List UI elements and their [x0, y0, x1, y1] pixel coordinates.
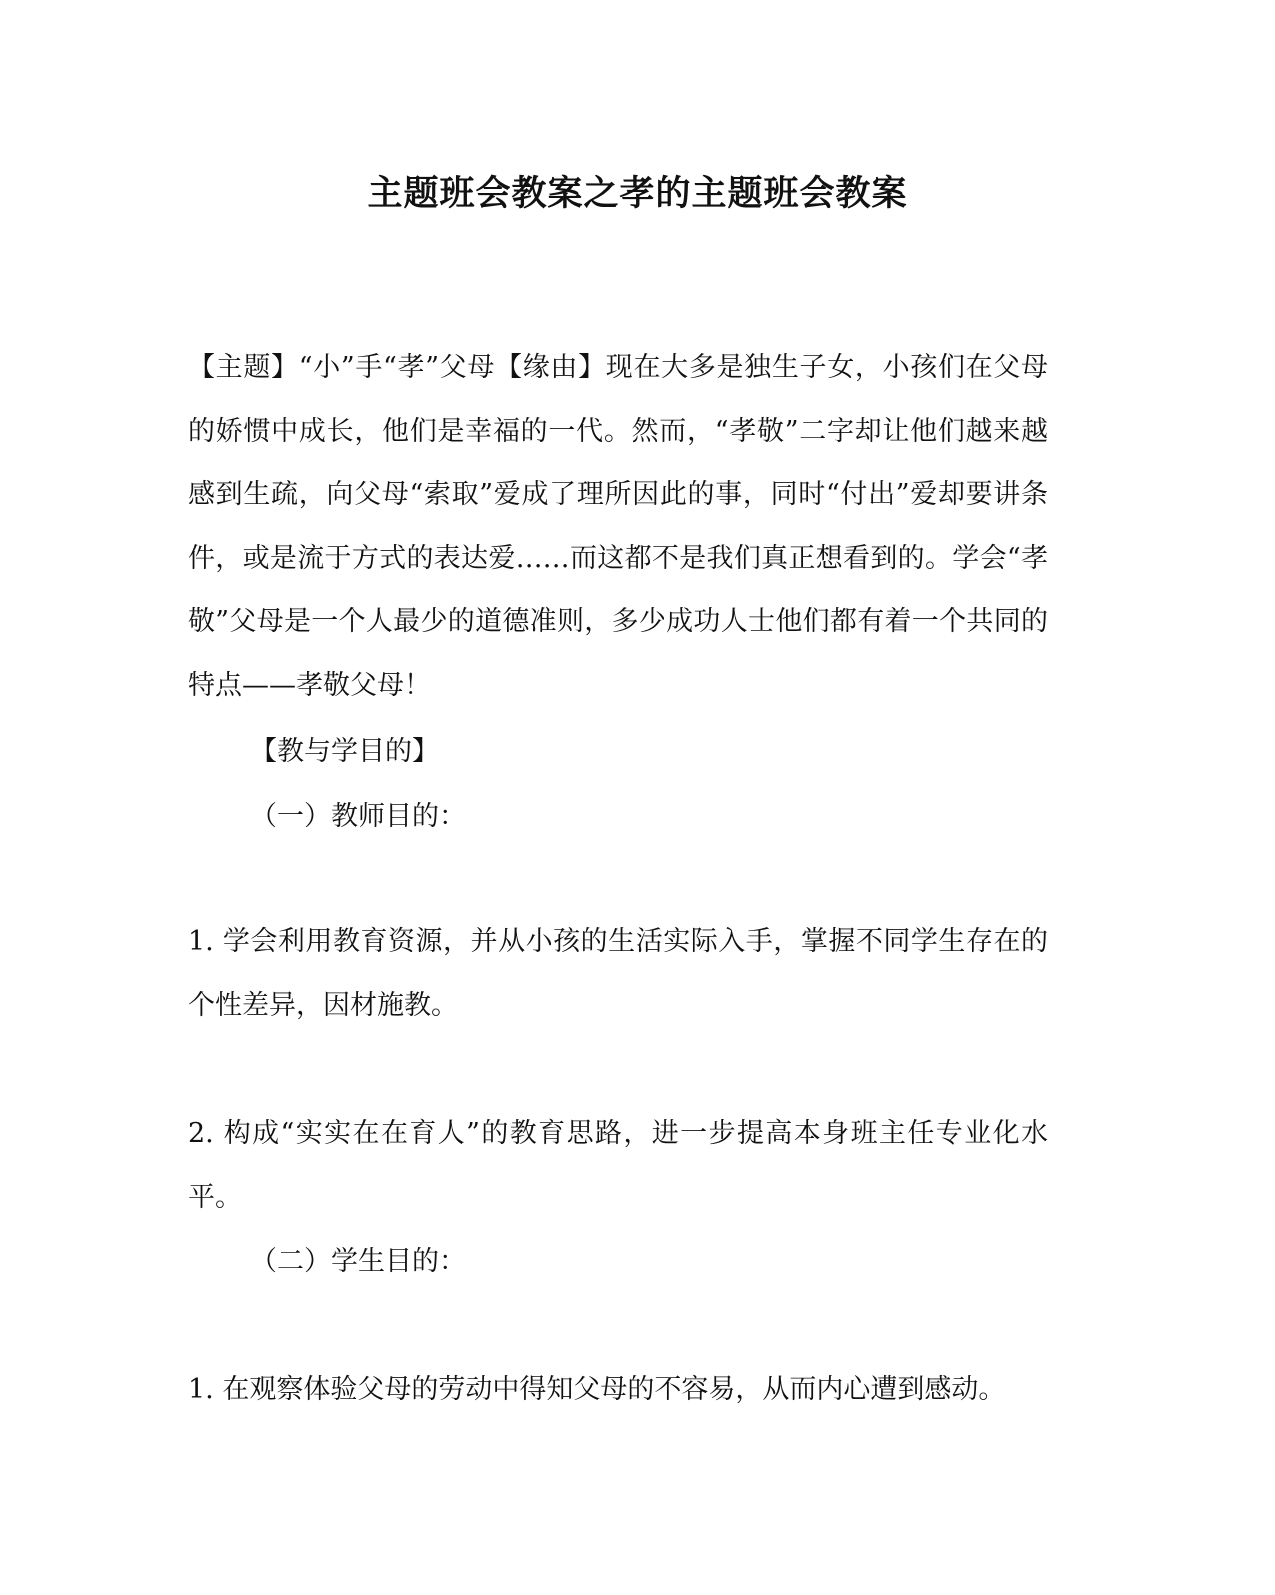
student-goals-heading: （二）学生目的：: [250, 1246, 466, 1277]
student-heading-block: [250, 1230, 1050, 1294]
student-item-block: [188, 1358, 1048, 1422]
intro-paragraph: 【主题】“小”手“孝”父母【缘由】现在大多是独生子女，小孩们在父母的娇惯中成长，他们是幸福的一代。然而，“孝敬”二字却让他们越来越感到生疏，向父母“索取”爱成了理所因此的事，同时“付出”爱却要讲条件，或是流于方式的表达爱……而这都不是我们真正想看到的。学会“孝敬”父母是一个人最少的道德准则，多少成功人士他们都有着一个共同的特点——孝敬父母！: [188, 352, 1048, 701]
section-heading-block: [250, 720, 1050, 784]
document-title: 主题班会教案之孝的主题班会教案: [367, 173, 908, 214]
teacher-heading-block: [250, 785, 1050, 849]
teacher-goals-heading: （一）教师目的：: [250, 801, 466, 832]
intro-paragraph-block: [188, 336, 1048, 717]
teacher-item-block: [188, 1102, 1048, 1229]
list-item: 2. 构成“实实在在育人”的教育思路，进一步提高本身班主任专业化水平。: [188, 1118, 1048, 1213]
section-heading: 【教与学目的】: [250, 736, 439, 767]
list-item: 1. 学会利用教育资源，并从小孩的生活实际入手，掌握不同学生存在的个性差异，因材施教。: [188, 926, 1048, 1021]
teacher-item-block: [188, 910, 1048, 1037]
list-item: 1. 在观察体验父母的劳动中得知父母的不容易，从而内心遭到感动。: [188, 1374, 1006, 1405]
